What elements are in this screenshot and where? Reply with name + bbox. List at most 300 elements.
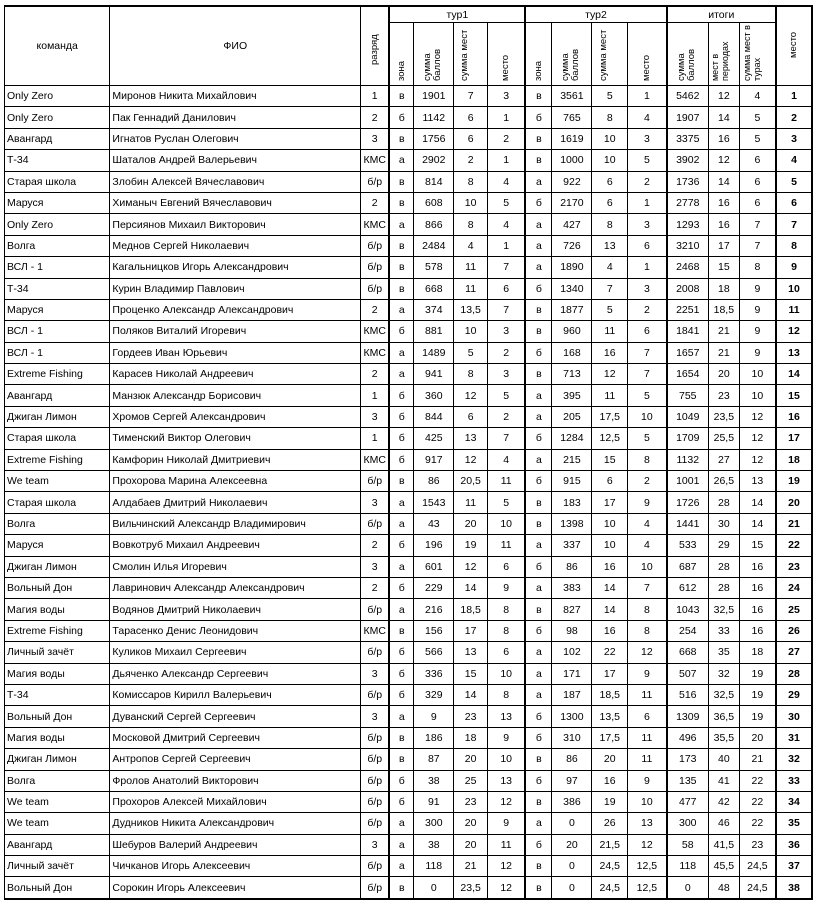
cell-t1-zone: а [389, 834, 414, 855]
cell-t1-points: 118 [414, 856, 454, 877]
cell-team: Волга [5, 235, 110, 256]
cell-t2-places: 5 [592, 299, 628, 320]
cell-places-tours: 22 [739, 813, 776, 834]
table-row [5, 342, 813, 363]
cell-t2-zone: а [525, 449, 552, 470]
table-row [5, 449, 813, 470]
cell-t2-points: 427 [552, 214, 592, 235]
cell-t2-points: 1300 [552, 706, 592, 727]
cell-t1-points: 601 [414, 556, 454, 577]
cell-rank: 2 [361, 107, 390, 128]
cell-name: Фролов Анатолий Викторович [110, 770, 361, 791]
cell-t2-zone: в [525, 856, 552, 877]
cell-t2-place: 1 [628, 257, 667, 278]
cell-t1-places: 23,5 [454, 877, 488, 899]
cell-total-points: 1657 [667, 342, 709, 363]
cell-t1-places: 23 [454, 791, 488, 812]
cell-t2-place: 7 [628, 364, 667, 385]
cell-t1-places: 11 [454, 492, 488, 513]
cell-places-tours: 6 [739, 150, 776, 171]
cell-t1-place: 3 [488, 321, 526, 342]
cell-t1-place: 4 [488, 449, 526, 470]
cell-places-periods: 25,5 [709, 428, 740, 449]
cell-team: Авангард [5, 128, 110, 149]
table-row [5, 428, 813, 449]
cell-t2-points: 383 [552, 577, 592, 598]
table-row [5, 257, 813, 278]
cell-places-periods: 32 [709, 663, 740, 684]
cell-t2-zone: в [525, 492, 552, 513]
cell-places-tours: 5 [739, 107, 776, 128]
cell-name: Лавринович Александр Александрович [110, 577, 361, 598]
cell-name: Гордеев Иван Юрьевич [110, 342, 361, 363]
cell-places-tours: 19 [739, 663, 776, 684]
cell-t1-zone: б [389, 406, 414, 427]
cell-t1-place: 12 [488, 877, 526, 899]
cell-places-tours: 18 [739, 642, 776, 663]
cell-team: Джиган Лимон [5, 749, 110, 770]
cell-places-tours: 9 [739, 299, 776, 320]
cell-places-periods: 28 [709, 577, 740, 598]
cell-t1-place: 13 [488, 770, 526, 791]
cell-name: Игнатов Руслан Олегович [110, 128, 361, 149]
cell-name: Карасев Николай Андреевич [110, 364, 361, 385]
cell-final-place: 33 [776, 770, 812, 791]
table-row [5, 642, 813, 663]
header-team: команда [5, 6, 110, 86]
cell-total-points: 1654 [667, 364, 709, 385]
cell-name: Дуванский Сергей Сергеевич [110, 706, 361, 727]
cell-t2-zone: а [525, 535, 552, 556]
cell-rank: б/р [361, 599, 390, 620]
cell-t1-zone: а [389, 364, 414, 385]
cell-name: Комиссаров Кирилл Валерьевич [110, 684, 361, 705]
cell-name: Химаныч Евгений Вячеславович [110, 192, 361, 213]
cell-t2-place: 12 [628, 834, 667, 855]
cell-t1-places: 14 [454, 684, 488, 705]
cell-places-periods: 36,5 [709, 706, 740, 727]
cell-places-tours: 24,5 [739, 856, 776, 877]
cell-t2-points: 215 [552, 449, 592, 470]
cell-t1-place: 1 [488, 150, 526, 171]
cell-final-place: 21 [776, 513, 812, 534]
cell-t1-points: 216 [414, 599, 454, 620]
cell-places-periods: 15 [709, 257, 740, 278]
cell-places-periods: 12 [709, 86, 740, 107]
cell-total-points: 173 [667, 749, 709, 770]
cell-t2-points: 960 [552, 321, 592, 342]
header-t1-place: место [488, 23, 526, 86]
cell-rank: 3 [361, 128, 390, 149]
header-final-place [776, 6, 812, 86]
cell-name: Миронов Никита Михайлович [110, 86, 361, 107]
cell-t2-place: 3 [628, 128, 667, 149]
cell-rank: 2 [361, 535, 390, 556]
cell-t1-places: 19 [454, 535, 488, 556]
table-row [5, 192, 813, 213]
cell-places-periods: 12 [709, 150, 740, 171]
cell-t2-zone: б [525, 192, 552, 213]
cell-t2-zone: б [525, 471, 552, 492]
cell-t2-points: 102 [552, 642, 592, 663]
cell-places-periods: 18 [709, 278, 740, 299]
cell-final-place: 26 [776, 620, 812, 641]
cell-t2-points: 2170 [552, 192, 592, 213]
cell-places-tours: 19 [739, 684, 776, 705]
cell-places-periods: 21 [709, 321, 740, 342]
cell-t1-place: 3 [488, 364, 526, 385]
cell-final-place: 9 [776, 257, 812, 278]
cell-rank: б/р [361, 749, 390, 770]
header-t1-zone: зона [389, 23, 414, 86]
cell-places-tours: 5 [739, 128, 776, 149]
cell-places-periods: 21 [709, 342, 740, 363]
cell-t2-place: 3 [628, 278, 667, 299]
cell-rank: 3 [361, 834, 390, 855]
cell-team: Джиган Лимон [5, 556, 110, 577]
cell-t1-points: 360 [414, 385, 454, 406]
cell-t2-points: 168 [552, 342, 592, 363]
cell-final-place: 2 [776, 107, 812, 128]
cell-t2-places: 13 [592, 235, 628, 256]
cell-rank: б/р [361, 235, 390, 256]
cell-places-periods: 33 [709, 620, 740, 641]
cell-team: Extreme Fishing [5, 449, 110, 470]
cell-team: Волга [5, 770, 110, 791]
cell-t1-place: 10 [488, 749, 526, 770]
cell-places-periods: 14 [709, 171, 740, 192]
cell-t2-zone: в [525, 791, 552, 812]
cell-t2-zone: а [525, 385, 552, 406]
cell-t1-place: 1 [488, 235, 526, 256]
cell-t1-zone: в [389, 192, 414, 213]
cell-t2-points: 827 [552, 599, 592, 620]
cell-t2-zone: а [525, 813, 552, 834]
cell-t2-points: 1000 [552, 150, 592, 171]
cell-t2-points: 765 [552, 107, 592, 128]
cell-t2-place: 11 [628, 749, 667, 770]
cell-t1-zone: б [389, 663, 414, 684]
cell-t1-places: 21 [454, 856, 488, 877]
cell-t1-places: 14 [454, 577, 488, 598]
cell-t1-places: 12 [454, 385, 488, 406]
cell-t1-points: 566 [414, 642, 454, 663]
cell-total-points: 755 [667, 385, 709, 406]
table-row [5, 749, 813, 770]
cell-places-tours: 9 [739, 321, 776, 342]
cell-t1-points: 814 [414, 171, 454, 192]
table-row [5, 556, 813, 577]
cell-t1-place: 2 [488, 406, 526, 427]
cell-final-place: 16 [776, 406, 812, 427]
cell-places-periods: 32,5 [709, 599, 740, 620]
cell-places-tours: 14 [739, 492, 776, 513]
table-row [5, 128, 813, 149]
cell-t2-places: 16 [592, 620, 628, 641]
cell-t2-points: 98 [552, 620, 592, 641]
cell-final-place: 27 [776, 642, 812, 663]
cell-total-points: 477 [667, 791, 709, 812]
cell-t2-points: 726 [552, 235, 592, 256]
header-tour1: тур1 [389, 6, 525, 23]
cell-t2-points: 0 [552, 877, 592, 899]
cell-t2-places: 8 [592, 107, 628, 128]
cell-t1-points: 91 [414, 791, 454, 812]
cell-places-tours: 13 [739, 471, 776, 492]
cell-t1-place: 5 [488, 492, 526, 513]
cell-t2-zone: в [525, 599, 552, 620]
cell-t1-points: 38 [414, 834, 454, 855]
header-t1-places: сумма мест [454, 23, 488, 86]
cell-t2-points: 0 [552, 813, 592, 834]
cell-rank: б/р [361, 684, 390, 705]
cell-t2-zone: в [525, 128, 552, 149]
cell-team: ВСЛ - 1 [5, 257, 110, 278]
cell-t1-zone: в [389, 749, 414, 770]
cell-places-periods: 28 [709, 492, 740, 513]
cell-team: Вольный Дон [5, 577, 110, 598]
cell-rank: б/р [361, 513, 390, 534]
cell-t1-points: 866 [414, 214, 454, 235]
cell-final-place: 36 [776, 834, 812, 855]
cell-t2-points: 395 [552, 385, 592, 406]
cell-total-points: 2468 [667, 257, 709, 278]
cell-t2-zone: а [525, 257, 552, 278]
results-table [4, 5, 813, 900]
cell-t2-place: 4 [628, 107, 667, 128]
cell-total-points: 1441 [667, 513, 709, 534]
cell-team: Магия воды [5, 727, 110, 748]
cell-name: Вовкотруб Михаил Андреевич [110, 535, 361, 556]
cell-team: Магия воды [5, 599, 110, 620]
cell-t1-zone: а [389, 513, 414, 534]
cell-final-place: 34 [776, 791, 812, 812]
cell-t1-zone: в [389, 257, 414, 278]
cell-t2-place: 10 [628, 791, 667, 812]
cell-t2-points: 187 [552, 684, 592, 705]
cell-places-tours: 6 [739, 171, 776, 192]
cell-t1-points: 0 [414, 877, 454, 899]
cell-t2-points: 1340 [552, 278, 592, 299]
cell-t1-zone: б [389, 428, 414, 449]
cell-t1-place: 3 [488, 86, 526, 107]
cell-t2-zone: в [525, 513, 552, 534]
cell-total-points: 507 [667, 663, 709, 684]
cell-team: Маруся [5, 192, 110, 213]
cell-places-tours: 15 [739, 535, 776, 556]
header-t2-points: сумма баллов [552, 23, 592, 86]
cell-t1-place: 1 [488, 107, 526, 128]
cell-t2-places: 10 [592, 128, 628, 149]
cell-t2-zone: б [525, 727, 552, 748]
cell-t2-zone: б [525, 770, 552, 791]
header-totals: итоги [667, 6, 776, 23]
cell-t2-places: 12 [592, 364, 628, 385]
header-t2-places: сумма мест [592, 23, 628, 86]
cell-total-points: 1736 [667, 171, 709, 192]
header-total-points: сумма баллов [667, 23, 709, 86]
cell-t1-zone: а [389, 856, 414, 877]
cell-t2-places: 7 [592, 278, 628, 299]
cell-t1-points: 1142 [414, 107, 454, 128]
cell-places-periods: 18,5 [709, 299, 740, 320]
cell-t1-zone: б [389, 385, 414, 406]
cell-final-place: 10 [776, 278, 812, 299]
table-row [5, 599, 813, 620]
cell-total-points: 5462 [667, 86, 709, 107]
cell-places-tours: 23 [739, 834, 776, 855]
cell-places-tours: 22 [739, 770, 776, 791]
cell-places-periods: 41,5 [709, 834, 740, 855]
table-row [5, 150, 813, 171]
cell-t1-places: 20 [454, 813, 488, 834]
cell-t1-points: 608 [414, 192, 454, 213]
cell-places-tours: 19 [739, 706, 776, 727]
cell-t1-points: 329 [414, 684, 454, 705]
cell-t1-zone: а [389, 299, 414, 320]
cell-t2-place: 1 [628, 192, 667, 213]
cell-places-periods: 17 [709, 235, 740, 256]
cell-t1-place: 5 [488, 385, 526, 406]
cell-final-place: 29 [776, 684, 812, 705]
cell-places-periods: 32,5 [709, 684, 740, 705]
cell-t1-zone: б [389, 321, 414, 342]
cell-t2-place: 11 [628, 684, 667, 705]
cell-t1-place: 12 [488, 791, 526, 812]
cell-t1-zone: в [389, 727, 414, 748]
cell-places-periods: 27 [709, 449, 740, 470]
cell-t1-zone: а [389, 150, 414, 171]
cell-t2-points: 1890 [552, 257, 592, 278]
cell-t2-place: 12,5 [628, 856, 667, 877]
header-places-tours: сумма мест в турах [739, 23, 776, 86]
cell-t1-place: 4 [488, 171, 526, 192]
cell-name: Алдабаев Дмитрий Николаевич [110, 492, 361, 513]
cell-t1-place: 7 [488, 299, 526, 320]
table-row [5, 107, 813, 128]
cell-t2-places: 18,5 [592, 684, 628, 705]
cell-t2-zone: в [525, 299, 552, 320]
cell-places-periods: 42 [709, 791, 740, 812]
cell-t1-places: 6 [454, 107, 488, 128]
cell-t2-points: 86 [552, 556, 592, 577]
cell-final-place: 14 [776, 364, 812, 385]
cell-total-points: 1841 [667, 321, 709, 342]
cell-final-place: 31 [776, 727, 812, 748]
cell-total-points: 2008 [667, 278, 709, 299]
cell-t2-points: 1284 [552, 428, 592, 449]
cell-t1-zone: в [389, 235, 414, 256]
cell-team: Т-34 [5, 278, 110, 299]
cell-t2-place: 9 [628, 663, 667, 684]
cell-t2-place: 2 [628, 299, 667, 320]
cell-t2-places: 16 [592, 556, 628, 577]
cell-t2-place: 7 [628, 577, 667, 598]
cell-t2-zone: а [525, 171, 552, 192]
cell-places-periods: 26,5 [709, 471, 740, 492]
cell-t2-zone: б [525, 556, 552, 577]
table-row [5, 471, 813, 492]
cell-t1-places: 6 [454, 128, 488, 149]
cell-t1-places: 23 [454, 706, 488, 727]
cell-t2-places: 20 [592, 749, 628, 770]
cell-name: Проценко Александр Александрович [110, 299, 361, 320]
table-row [5, 663, 813, 684]
cell-t1-places: 20 [454, 513, 488, 534]
cell-rank: КМС [361, 150, 390, 171]
cell-places-tours: 16 [739, 620, 776, 641]
cell-t1-places: 8 [454, 364, 488, 385]
cell-t1-points: 425 [414, 428, 454, 449]
cell-final-place: 37 [776, 856, 812, 877]
cell-t1-places: 4 [454, 235, 488, 256]
table-row [5, 364, 813, 385]
cell-t2-place: 4 [628, 535, 667, 556]
header-places-periods: мест в периодах [709, 23, 740, 86]
cell-final-place: 4 [776, 150, 812, 171]
cell-places-tours: 16 [739, 577, 776, 598]
cell-team: Старая школа [5, 171, 110, 192]
cell-total-points: 0 [667, 877, 709, 899]
cell-t1-place: 10 [488, 513, 526, 534]
cell-t2-place: 12,5 [628, 877, 667, 899]
cell-t1-points: 186 [414, 727, 454, 748]
cell-t1-places: 13 [454, 642, 488, 663]
cell-final-place: 25 [776, 599, 812, 620]
cell-t2-places: 8 [592, 214, 628, 235]
cell-rank: б/р [361, 171, 390, 192]
cell-total-points: 1726 [667, 492, 709, 513]
cell-places-tours: 9 [739, 342, 776, 363]
cell-t2-place: 6 [628, 321, 667, 342]
cell-total-points: 533 [667, 535, 709, 556]
cell-t1-points: 1489 [414, 342, 454, 363]
cell-name: Поляков Виталий Игоревич [110, 321, 361, 342]
cell-t1-place: 11 [488, 471, 526, 492]
cell-t1-zone: а [389, 706, 414, 727]
cell-t2-place: 6 [628, 706, 667, 727]
cell-t2-place: 8 [628, 620, 667, 641]
cell-t1-points: 374 [414, 299, 454, 320]
cell-final-place: 7 [776, 214, 812, 235]
cell-final-place: 6 [776, 192, 812, 213]
cell-t1-zone: в [389, 171, 414, 192]
cell-t2-places: 15 [592, 449, 628, 470]
cell-t1-zone: а [389, 556, 414, 577]
cell-final-place: 12 [776, 321, 812, 342]
cell-t2-points: 97 [552, 770, 592, 791]
cell-name: Дудников Никита Александрович [110, 813, 361, 834]
cell-total-points: 58 [667, 834, 709, 855]
cell-t1-points: 1543 [414, 492, 454, 513]
cell-t2-zone: а [525, 577, 552, 598]
cell-team: Магия воды [5, 663, 110, 684]
cell-team: We team [5, 791, 110, 812]
cell-t1-points: 336 [414, 663, 454, 684]
cell-t2-zone: в [525, 150, 552, 171]
cell-t1-points: 196 [414, 535, 454, 556]
header-rank-label: разряд [368, 33, 380, 65]
cell-name: Шебуров Валерий Андреевич [110, 834, 361, 855]
cell-final-place: 24 [776, 577, 812, 598]
cell-name: Водянов Дмитрий Николаевич [110, 599, 361, 620]
cell-places-tours: 16 [739, 599, 776, 620]
cell-t2-place: 10 [628, 556, 667, 577]
cell-name: Дьяченко Александр Сергеевич [110, 663, 361, 684]
cell-t1-zone: а [389, 342, 414, 363]
cell-total-points: 1049 [667, 406, 709, 427]
cell-t1-points: 2902 [414, 150, 454, 171]
